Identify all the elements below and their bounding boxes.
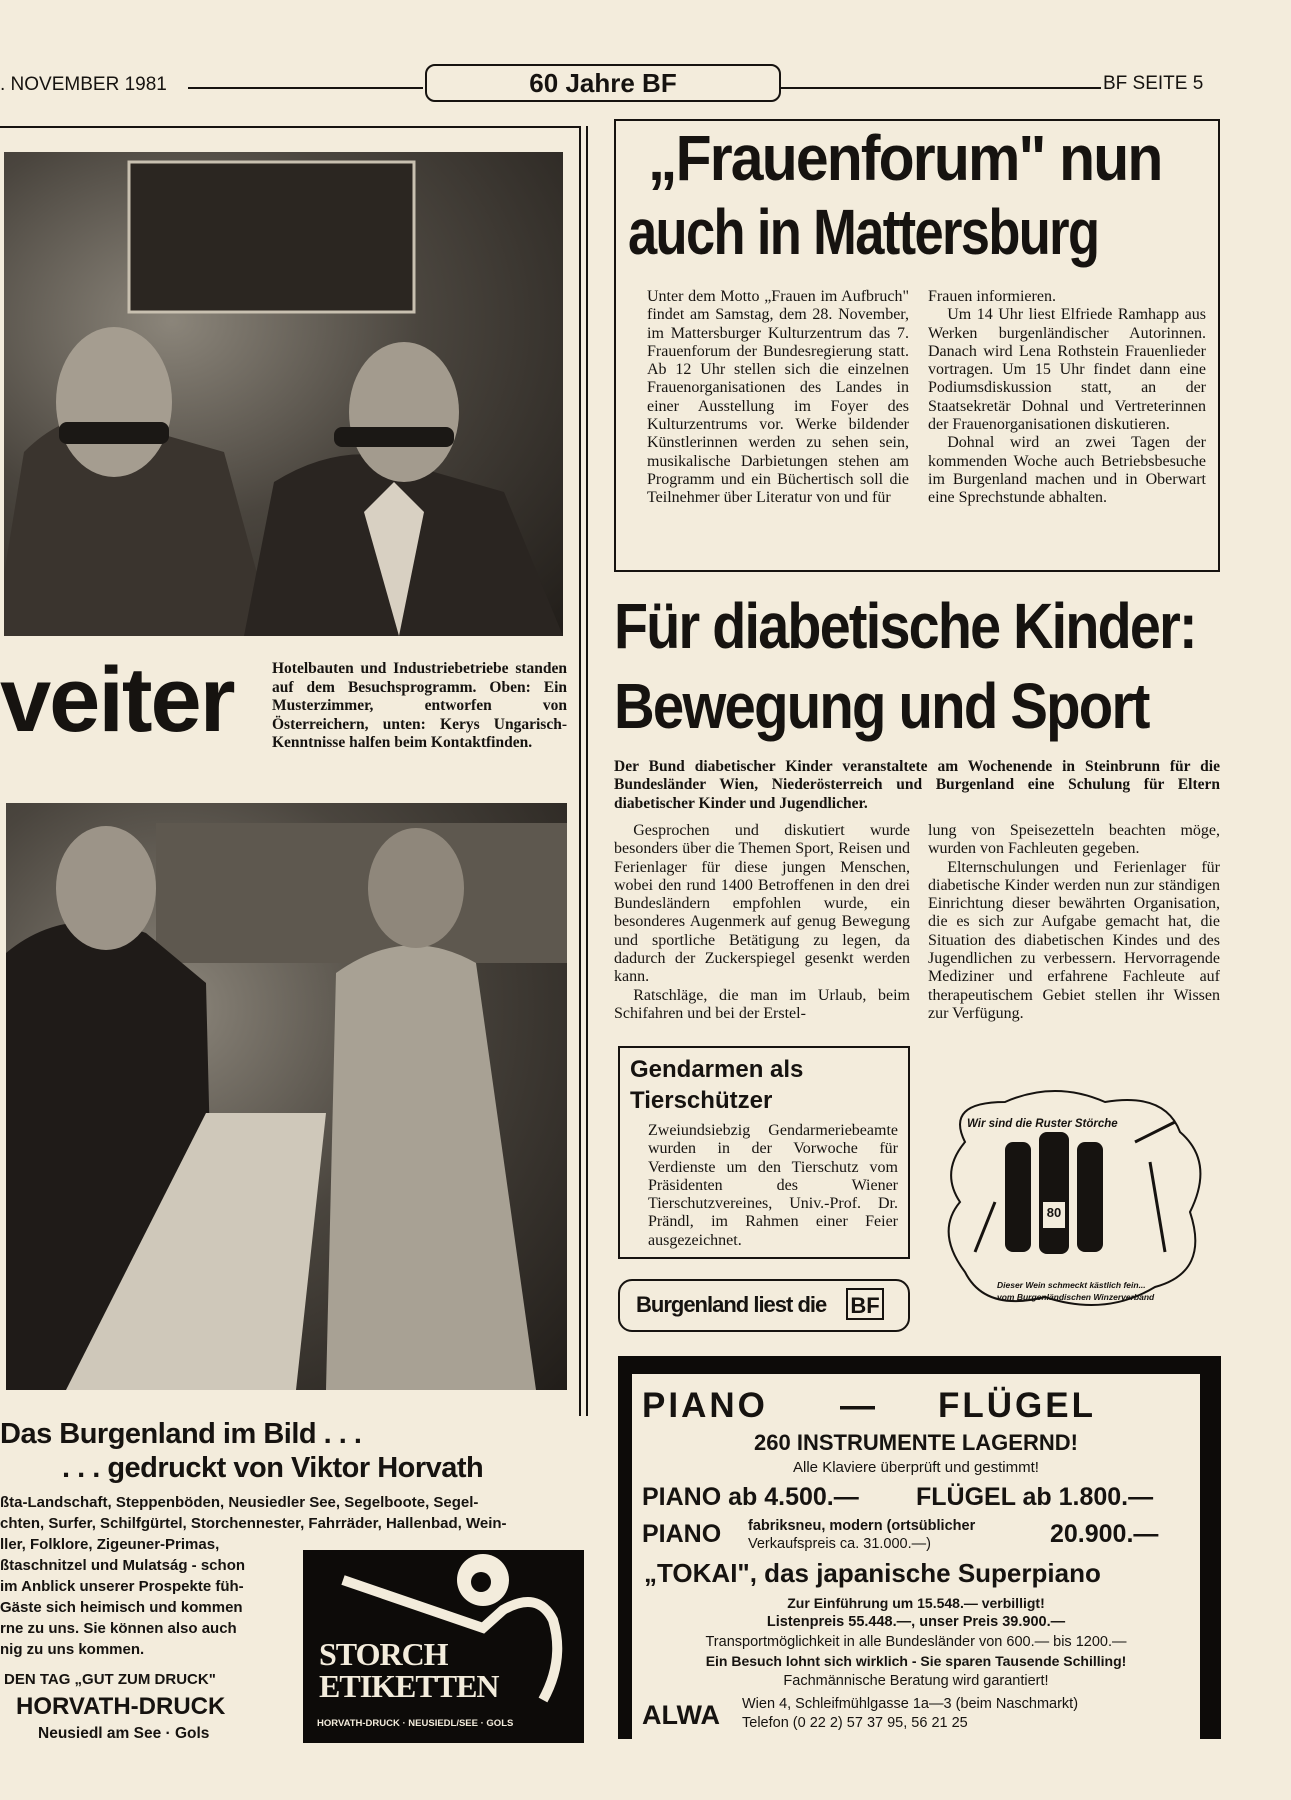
horvath-location: Neusiedl am See · Gols <box>38 1725 210 1742</box>
piano-advice: Fachmännische Beratung wird garantiert! <box>783 1673 1049 1689</box>
photo-factory-figures <box>6 803 567 1390</box>
photo-figures <box>4 152 563 636</box>
photo-caption: Hotelbauten und Industriebetriebe standen auf dem Besuchsprogramm. Oben: Ein Musterzimmer, entworfen von Österreichern, unten: Kerys Ungarisch-Kenntnisse halfen beim Kontaktfinden. <box>272 660 567 752</box>
piano-transport: Transportmöglichkeit in alle Bundesländer von 600.— bis 1200.— <box>705 1634 1127 1650</box>
horvath-line: ßtaschnitzel und Mulatság - schon <box>0 1557 246 1574</box>
frauenforum-title-1: „Frauenforum" nun <box>648 122 1162 194</box>
headline-fragment: veiter <box>0 649 234 751</box>
horvath-line: im Anblick unserer Prospekte füh- <box>0 1578 244 1595</box>
piano-checked: Alle Klaviere überprüft und gestimmt! <box>793 1459 1039 1476</box>
photo-factory-visit <box>6 803 567 1390</box>
horvath-line: Gäste sich heimisch und kommen <box>0 1599 243 1616</box>
piano-intro: Zur Einführung um 15.548.— verbilligt! <box>787 1595 1045 1611</box>
piano-list-price: Listenpreis 55.448.—, unser Preis 39.900.— <box>766 1614 1066 1630</box>
horvath-line: rne zu uns. Sie können also auch <box>0 1620 237 1637</box>
alwa-phone: Telefon (0 22 2) 57 37 95, 56 21 25 <box>742 1715 968 1731</box>
paragraph: Um 14 Uhr liest Elfriede Ramhapp aus Werken burgenländischer Autorinnen. Danach wird Lena Rothstein Frauenlieder vortragen. Um 15 Uhr findet dann eine Podiumsdiskussion statt, an der Staatsekretär Dohnal und Vertreterinnen der Frauenorganisationen diskutieren. <box>928 306 1206 434</box>
left-frame-top <box>0 126 580 128</box>
photo-hotel-room <box>4 152 563 636</box>
horvath-line: ßta-Landschaft, Steppenböden, Neusiedler See, Segelboote, Segel- <box>0 1494 479 1511</box>
header-page: BF SEITE 5 <box>1103 73 1204 94</box>
rust-bubble-text: Wir sind die Ruster Störche <box>967 1118 1118 1130</box>
paragraph: Ratschläge, die man im Urlaub, beim Schifahren und bei der Erstel- <box>614 986 910 1022</box>
piano-new-line-1: fabriksneu, modern (ortsüblicher <box>748 1518 976 1534</box>
storch-line-2: ETIKETTEN <box>319 1668 499 1704</box>
diabetes-title-2: Bewegung und Sport <box>614 670 1149 742</box>
horvath-slogan: DEN TAG „GUT ZUM DRUCK" <box>4 1671 216 1688</box>
masthead: 60 Jahre BF <box>425 64 781 102</box>
piano-stock: 260 INSTRUMENTE LAGERND! <box>754 1430 1078 1455</box>
piano-visit: Ein Besuch lohnt sich wirklich - Sie sparen Tausende Schilling! <box>705 1653 1127 1669</box>
paragraph: Frauen informieren. <box>928 288 1056 305</box>
gendarmen-title-2: Tierschützer <box>630 1087 773 1114</box>
diabetes-col-1 <box>614 822 910 1023</box>
tokai-headline: „TOKAI", das japanische Superpiano <box>644 1558 1101 1588</box>
storch-line-1: STORCH <box>319 1636 448 1672</box>
gendarmen-title-1: Gendarmen als <box>630 1056 804 1083</box>
piano-new-label: PIANO <box>642 1520 722 1548</box>
paragraph: Dohnal wird an zwei Tagen der kommenden Woche auch Betriebsbesuche im Burgenland machen und in Oberwart eine Sprechstunde abhalten. <box>928 434 1206 507</box>
paragraph: Gesprochen und diskutiert wurde besonders über die Themen Sport, Reisen und Ferienlager für diese jungen Menschen, wobei den rund 1400 Betroffenen in den drei Bundesländern empfohlen wurde, ein besonderes Augenmerk auf genug Bewegung und sportliche Betätigung zu legen, da dadurch der Zuckerspiegel gesenkt werden kann. <box>614 822 910 986</box>
header-rule-left <box>188 87 423 89</box>
piano-title-right: FLÜGEL <box>938 1386 1096 1425</box>
burgenland-badge-text: Burgenland liest die <box>636 1292 827 1317</box>
rust-footer-2: vom Burgenländischen Winzerverband <box>997 1292 1155 1302</box>
storch-footer: HORVATH-DRUCK · NEUSIEDL/SEE · GOLS <box>317 1718 514 1729</box>
bf-logo: BF <box>846 1288 884 1320</box>
column-divider <box>579 126 588 1416</box>
rust-footer-1: Dieser Wein schmeckt kästlich fein... <box>997 1280 1146 1290</box>
alwa-address: Wien 4, Schleifmühlgasse 1a—3 (beim Naschmarkt) <box>742 1696 1079 1712</box>
horvath-headline-2: . . . gedruckt von Viktor Horvath <box>62 1452 484 1484</box>
diabetes-lead: Der Bund diabetischer Kinder veranstaltete am Wochenende in Steinbrunn für die Bundesländer Wien, Niederösterreich und Burgenland eine Schulung für Eltern diabetischer Kinder und Jugendlicher. <box>614 758 1220 812</box>
piano-new-line-2: Verkaufspreis ca. 31.000.—) <box>748 1536 931 1552</box>
diabetes-title-1: Für diabetische Kinder: <box>614 590 1196 662</box>
diabetes-col-2 <box>928 822 1220 1023</box>
piano-price: PIANO ab 4.500.— <box>642 1483 859 1511</box>
horvath-headline-1: Das Burgenland im Bild . . . <box>0 1418 362 1450</box>
piano-title-left: PIANO <box>642 1386 768 1425</box>
frauenforum-title-2: auch in Mattersburg <box>628 196 1099 268</box>
horvath-line: chten, Surfer, Schilfgürtel, Storchennester, Fahrräder, Hallenbad, Wein- <box>0 1515 507 1532</box>
alwa-brand: ALWA <box>642 1700 720 1730</box>
rust-bottle-label: 80 <box>1046 1205 1062 1220</box>
rust-ad <box>935 1082 1215 1317</box>
header-date: . NOVEMBER 1981 <box>0 74 167 95</box>
paragraph: Unter dem Motto „Frauen im Aufbruch" findet am Samstag, dem 28. November, im Mattersburger Kulturzentrum das 7. Frauenforum der Bundesregierung statt. Ab 12 Uhr stellen sich die einzelnen Frauenorganisationen des Landes in einer Ausstellung im Foyer des Kulturzentrums vor. Werke bildender Künstlerinnen werden zu sehen sein, musikalische Darbietungen stehen am Programm und ein Büchertisch soll die Teilnehmer über Literatur von und für <box>647 288 909 507</box>
gendarmen-body: Zweiundsiebzig Gendarmeriebeamte wurden in der Vorwoche für Verdienste um den Tierschutz vom Präsidenten des Wiener Tierschutzvereines, Univ.-Prof. Dr. Prändl, im Rahmen einer Feier ausgezeichnet. <box>648 1122 898 1249</box>
frauenforum-col-2 <box>928 288 1206 508</box>
paragraph: Elternschulungen und Ferienlager für diabetische Kinder werden nun zur ständigen Einrichtung dieser bewährten Organisation, die es sich zur Aufgabe gemacht hat, die Situation des diabetischen Kindes und des Jugendlichen zu verbessern. Hervorragende Mediziner und erfahrene Fachleute auf therapeutischem Gebiet stellen ihr Wissen zur Verfügung. <box>928 858 1220 1022</box>
piano-new-price: 20.900.— <box>1050 1520 1159 1548</box>
frauenforum-col-1 <box>647 288 909 508</box>
storch-logo <box>303 1550 584 1743</box>
header-rule-right <box>781 87 1101 89</box>
horvath-line: ller, Folklore, Zigeuner-Primas, <box>0 1536 220 1553</box>
piano-title-dash: — <box>840 1386 875 1425</box>
fluegel-price: FLÜGEL ab 1.800.— <box>916 1483 1154 1511</box>
horvath-company: HORVATH-DRUCK <box>16 1693 226 1720</box>
paragraph: lung von Speisezetteln beachten möge, wurden von Fachleuten gegeben. <box>928 822 1220 858</box>
horvath-line: nig zu uns kommen. <box>0 1641 145 1658</box>
